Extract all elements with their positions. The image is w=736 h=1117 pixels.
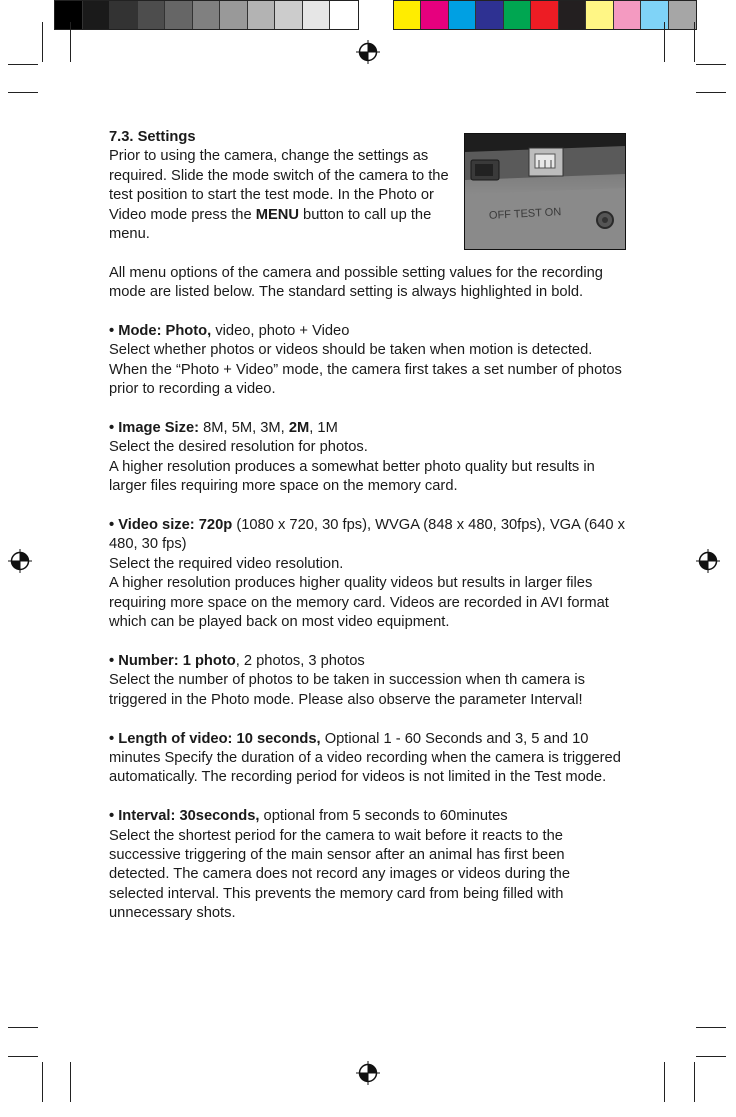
crop-mark — [696, 64, 726, 65]
setting-video-size-label: • Video size: 720p — [109, 517, 233, 534]
setting-image-size-default: 2M — [288, 420, 310, 437]
section-title: 7.3. Settings — [109, 129, 196, 145]
gray-swatch — [330, 1, 358, 29]
crop-mark — [696, 92, 726, 93]
gray-swatch — [55, 1, 83, 29]
gray-swatch — [220, 1, 248, 29]
color-swatches — [393, 0, 698, 30]
registration-target-icon — [356, 1061, 380, 1085]
setting-video-size-options: (1080 x 720, 30 fps), WVGA (848 x 480, 30fps), VGA (640 x 480, 30 fps) — [109, 517, 625, 553]
crop-mark — [42, 22, 43, 62]
color-swatch — [669, 1, 697, 29]
crop-mark — [42, 1062, 43, 1102]
setting-image-size-options: 8M, 5M, 3M, — [199, 420, 289, 437]
setting-number — [109, 652, 625, 671]
crop-mark — [694, 22, 695, 62]
setting-interval — [109, 807, 625, 826]
setting-image-size-options-end: , 1M — [309, 420, 338, 437]
setting-video-size-description-2: A higher resolution produces higher quality videos but results in larger files requiring more space on the memory card. Videos are recorded in AVI format which can be played back on most video equipment. — [109, 575, 609, 631]
registration-target-icon — [356, 40, 380, 64]
setting-number-label: • Number: 1 photo — [109, 652, 236, 669]
settings-section — [109, 128, 625, 924]
intro-paragraph — [109, 147, 454, 244]
intro-end-text: button to call up the menu. — [109, 206, 432, 243]
gray-swatch — [303, 1, 331, 29]
crop-mark — [696, 1056, 726, 1057]
setting-mode-description: Select whether photos or videos should be taken when motion is detected. When the “Photo + Video” mode, the camera first takes a set number of photos prior to recording a video. — [109, 342, 622, 398]
color-swatch — [614, 1, 642, 29]
summary-paragraph: All menu options of the camera and possible setting values for the recording mode are listed below. The standard setting is always highlighted in bold. — [109, 264, 603, 301]
crop-mark — [8, 1027, 38, 1028]
setting-mode-label: • Mode: Photo, — [109, 323, 212, 340]
color-swatch — [504, 1, 532, 29]
setting-image-size-description: Select the desired resolution for photos. — [109, 439, 368, 456]
setting-length-of-video — [109, 730, 625, 788]
gray-swatch — [193, 1, 221, 29]
crop-mark — [70, 1062, 71, 1102]
gray-swatch — [83, 1, 111, 29]
crop-mark — [70, 22, 71, 62]
crop-mark — [8, 64, 38, 65]
registration-target-icon — [8, 549, 32, 573]
gray-swatch — [110, 1, 138, 29]
setting-length-label: • Length of video: 10 seconds, — [109, 730, 321, 747]
menu-key-label: MENU — [255, 206, 299, 223]
color-swatch — [421, 1, 449, 29]
setting-length-description: Optional 1 - 60 Seconds and 3, 5 and 10 minutes Specify the duration of a video recording when the camera is triggered automatically. The recording period for videos is not limited in the Test mode. — [109, 730, 621, 786]
setting-interval-description: Select the shortest period for the camera to wait before it reacts to the successive triggering of the main sensor after an animal has first been detected. The camera does not record any images or videos during the selected interval. This prevents the memory card from being filled with unnecessary shots. — [109, 827, 571, 922]
registration-target-icon — [696, 549, 720, 573]
crop-mark — [664, 22, 665, 62]
color-swatch — [586, 1, 614, 29]
setting-mode-options: video, photo + Video — [211, 323, 350, 340]
color-swatch — [559, 1, 587, 29]
setting-interval-label: • Interval: 30seconds, — [109, 808, 260, 825]
intro-text: Prior to using the camera, change the settings as required. Slide the mode switch of the camera to the test position to start the test mode. In the Photo or Video mode press the — [109, 148, 449, 223]
setting-image-size-description-2: A higher resolution produces a somewhat better photo quality but results in larger files requiring more space on the memory card. — [109, 458, 595, 495]
color-swatch — [531, 1, 559, 29]
setting-number-options: , 2 photos, 3 photos — [235, 652, 365, 669]
setting-video-size — [109, 516, 625, 555]
crop-mark — [8, 92, 38, 93]
setting-interval-options: optional from 5 seconds to 60minutes — [259, 808, 508, 825]
setting-mode — [109, 322, 625, 341]
crop-mark — [694, 1062, 695, 1102]
color-swatch — [476, 1, 504, 29]
setting-image-size — [109, 419, 625, 438]
color-calibration-bar — [54, 0, 697, 30]
gray-swatch — [165, 1, 193, 29]
setting-image-size-label: • Image Size: — [109, 420, 200, 437]
gray-swatch — [138, 1, 166, 29]
gray-swatch — [275, 1, 303, 29]
color-swatch — [394, 1, 422, 29]
crop-mark — [664, 1062, 665, 1102]
switch-label: OFF TEST ON — [488, 206, 562, 222]
grayscale-swatches — [54, 0, 359, 30]
crop-mark — [8, 1056, 38, 1057]
gray-swatch — [248, 1, 276, 29]
setting-number-description: Select the number of photos to be taken in succession when th camera is triggered in the Photo mode. Please also observe the parameter Interval! — [109, 672, 585, 708]
color-swatch — [449, 1, 477, 29]
setting-video-size-description: Select the required video resolution. — [109, 555, 344, 572]
crop-mark — [696, 1027, 726, 1028]
